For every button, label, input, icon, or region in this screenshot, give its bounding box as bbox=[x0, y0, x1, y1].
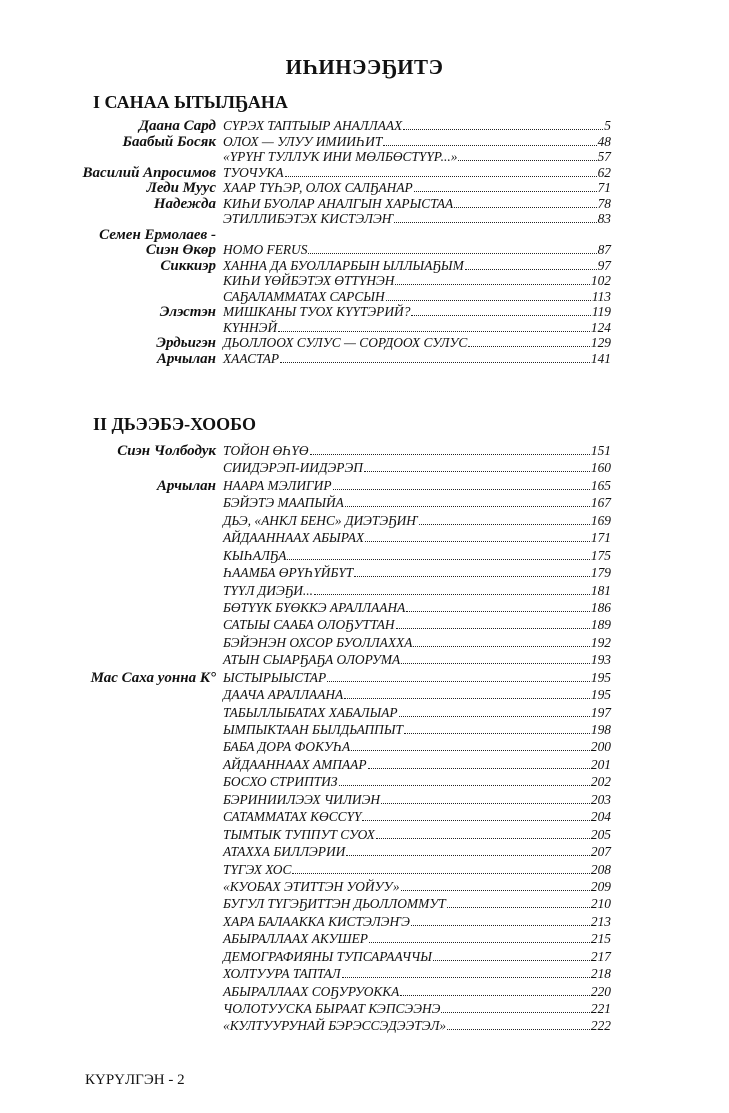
entry-page: 119 bbox=[591, 304, 611, 319]
entry-page: 208 bbox=[590, 861, 611, 877]
dot-leader bbox=[292, 873, 590, 874]
entry-page: 207 bbox=[590, 844, 611, 860]
dot-leader bbox=[287, 559, 589, 560]
toc-entry bbox=[60, 548, 611, 565]
entry-author: Мас Саха уонна К° bbox=[90, 669, 216, 686]
entry-page: 195 bbox=[590, 687, 611, 703]
entry-page: 165 bbox=[590, 477, 611, 493]
entry-page: 169 bbox=[590, 512, 611, 528]
entry-page: 48 bbox=[597, 133, 611, 149]
entry-title: АЙДААННААХ АМПААР bbox=[223, 756, 367, 772]
entry-title: ТЫМТЫК ТУППУТ СУОХ bbox=[223, 826, 375, 842]
dot-leader bbox=[369, 942, 590, 943]
toc-entry bbox=[60, 1018, 611, 1035]
toc-entry bbox=[60, 443, 611, 460]
dot-leader bbox=[465, 269, 597, 270]
dot-leader bbox=[368, 768, 590, 769]
entry-page: 181 bbox=[590, 582, 611, 598]
entry-title: БАБА ДОРА ФОКУҺА bbox=[223, 739, 351, 755]
entry-title: ХААР ТҮҺЭР, ОЛОХ САЛҔАНАР bbox=[223, 180, 413, 195]
toc-entry bbox=[60, 1001, 611, 1018]
toc-entry bbox=[60, 792, 611, 809]
dot-leader bbox=[396, 628, 590, 629]
entry-page: 221 bbox=[590, 1001, 611, 1016]
entry-title: ТУОЧУКА bbox=[223, 164, 284, 180]
entry-page: 141 bbox=[590, 350, 611, 366]
entry-page: 175 bbox=[590, 547, 611, 563]
dot-leader bbox=[411, 925, 590, 926]
toc-entry bbox=[60, 896, 611, 913]
footer-label: КҮРҮЛГЭН - 2 bbox=[85, 1072, 185, 1088]
dot-leader bbox=[345, 506, 590, 507]
entry-page: 129 bbox=[590, 335, 611, 350]
entry-page: 222 bbox=[590, 1018, 611, 1034]
entry-title: КИҺИ ҮӨЙБЭТЭХ ӨТТҮНЭН bbox=[223, 273, 395, 288]
dot-leader bbox=[433, 960, 590, 961]
dot-leader bbox=[395, 284, 589, 285]
toc-entry bbox=[60, 304, 611, 320]
dot-leader bbox=[381, 803, 590, 804]
toc-entry bbox=[60, 180, 611, 196]
entry-title: ЫСТЫРЫЫСТАР bbox=[223, 669, 327, 685]
toc-entry bbox=[60, 966, 611, 983]
toc-entry bbox=[60, 242, 611, 258]
entry-page: 202 bbox=[590, 774, 611, 790]
entry-title: «КУЛТУУРУНАЙ БЭРЭССЭДЭЭТЭЛ» bbox=[223, 1018, 447, 1034]
entry-author: Семен Ермолаев - bbox=[99, 226, 216, 243]
entry-title: ОЛОХ — УЛУУ ИМИИҺИТ bbox=[223, 133, 383, 149]
entry-title: ДЕМОГРАФИЯНЫ ТУПСАРААЧЧЫ bbox=[223, 948, 432, 964]
dot-leader bbox=[342, 977, 590, 978]
toc-entry bbox=[60, 949, 611, 966]
entry-title: ДЬЭ, «АНКЛ БЕНС» ДИЭТЭҔИҤ bbox=[223, 512, 418, 528]
entry-title: АЙДААННААХ АБЫРАХ bbox=[223, 530, 365, 546]
entry-title: САТЫЫ СААБА ОЛОҔУТТАН bbox=[223, 617, 395, 633]
entry-page: 200 bbox=[590, 739, 611, 755]
entry-title: ХАРА БАЛААККА КИСТЭЛЭҤЭ bbox=[223, 913, 410, 929]
entry-page: 204 bbox=[590, 809, 611, 825]
entry-title: КИҺИ БУОЛАР АНАЛГЫН ХАРЫСТАА bbox=[223, 195, 454, 211]
entry-page: 113 bbox=[591, 288, 611, 304]
entry-title: ХОЛТУУРА ТАПТАЛ bbox=[223, 966, 341, 982]
toc-entry bbox=[60, 774, 611, 791]
toc-entry bbox=[60, 809, 611, 826]
entry-author: Сиккиэр bbox=[160, 257, 216, 274]
dot-leader bbox=[308, 253, 596, 254]
dot-leader bbox=[310, 454, 590, 455]
dot-leader bbox=[314, 594, 590, 595]
toc-entry bbox=[60, 565, 611, 582]
entry-page: 124 bbox=[590, 319, 611, 335]
entry-page: 62 bbox=[597, 164, 611, 180]
dot-leader bbox=[401, 890, 590, 891]
entry-title: ДААЧА АРАЛЛААНА bbox=[223, 687, 344, 703]
dot-leader bbox=[351, 750, 590, 751]
dot-leader bbox=[399, 716, 590, 717]
dot-leader bbox=[278, 331, 590, 332]
toc-entry bbox=[60, 273, 611, 289]
dot-leader bbox=[454, 207, 596, 208]
entry-page: 78 bbox=[597, 195, 611, 211]
entry-title: ХААСТАР bbox=[223, 350, 280, 366]
entry-page: 71 bbox=[597, 180, 611, 195]
toc-entry bbox=[60, 196, 611, 212]
toc-entry bbox=[60, 165, 611, 181]
entry-title: БЭРИНИИЛЭЭХ ЧИЛИЭН bbox=[223, 791, 381, 807]
entry-title: ТҮГЭХ ХОС bbox=[223, 861, 292, 877]
toc-entry bbox=[60, 757, 611, 774]
entry-page: 57 bbox=[597, 149, 611, 164]
entry-page: 160 bbox=[590, 460, 611, 476]
entry-title: «ҮРҮҤ ТУЛЛУК ИНИ МӨЛБӨСТҮҮР...» bbox=[223, 149, 458, 164]
entry-title: САТАММАТАХ КӨССҮҮ bbox=[223, 809, 362, 825]
entry-title: ДЬОЛЛООХ СУЛУС — СОРДООХ СУЛУС bbox=[223, 335, 468, 350]
toc-entry bbox=[60, 460, 611, 477]
entry-title: КЫҺАЛҔА bbox=[223, 547, 287, 563]
entry-page: 195 bbox=[590, 669, 611, 685]
dot-leader bbox=[346, 855, 590, 856]
entry-page: 192 bbox=[590, 634, 611, 650]
toc-entry bbox=[60, 320, 611, 336]
dot-leader bbox=[447, 907, 590, 908]
toc-entry bbox=[60, 351, 611, 367]
entry-page: 210 bbox=[590, 896, 611, 912]
dot-leader bbox=[404, 733, 590, 734]
dot-leader bbox=[354, 576, 590, 577]
entry-page: 189 bbox=[590, 617, 611, 633]
entry-page: 102 bbox=[590, 273, 611, 288]
toc-entry bbox=[60, 931, 611, 948]
toc-entry bbox=[60, 211, 611, 227]
toc-entry bbox=[60, 617, 611, 634]
toc-entry bbox=[60, 227, 611, 243]
toc-entry bbox=[60, 289, 611, 305]
entry-page: 186 bbox=[590, 599, 611, 615]
dot-leader bbox=[285, 176, 597, 177]
entry-page: 198 bbox=[590, 722, 611, 737]
section-1-list bbox=[60, 118, 611, 366]
page-title: ИҺИНЭЭҔИТЭ bbox=[285, 55, 444, 79]
entry-author: Арчылан bbox=[156, 350, 216, 367]
entry-page: 151 bbox=[590, 443, 611, 458]
dot-leader bbox=[327, 681, 590, 682]
entry-title: ЫМПЫКТААН БЫЛДЬАППЫТ bbox=[223, 722, 403, 737]
toc-entry bbox=[60, 984, 611, 1001]
dot-leader bbox=[333, 489, 590, 490]
toc-entry bbox=[60, 118, 611, 134]
toc-entry bbox=[60, 739, 611, 756]
entry-title: БОСХО СТРИПТИЗ bbox=[223, 774, 338, 790]
entry-title: «КУОБАХ ЭТИТТЭН УОЙУУ» bbox=[223, 878, 400, 894]
section-2-list bbox=[60, 443, 611, 1036]
toc-entry bbox=[60, 478, 611, 495]
dot-leader bbox=[458, 160, 596, 161]
toc-entry bbox=[60, 149, 611, 165]
entry-title: ТОЙОН ӨҺҮӨ bbox=[223, 443, 309, 458]
entry-title: БЭЙЭНЭН ОХСОР БУОЛЛАХХА bbox=[223, 634, 413, 650]
entry-title: ТҮҮЛ ДИЭҔИ... bbox=[223, 582, 313, 598]
dot-leader bbox=[386, 300, 591, 301]
dot-leader bbox=[411, 315, 591, 316]
toc-entry bbox=[60, 258, 611, 274]
entry-title: БУГУЛ ТҮГЭҔИТТЭН ДЬОЛЛОММУТ bbox=[223, 896, 446, 912]
entry-title: HOMO FERUS bbox=[223, 242, 308, 257]
dot-leader bbox=[365, 541, 590, 542]
toc-entry bbox=[60, 583, 611, 600]
dot-leader bbox=[401, 663, 590, 664]
entry-page: 209 bbox=[590, 878, 611, 894]
toc-entry bbox=[60, 879, 611, 896]
entry-page: 215 bbox=[590, 931, 611, 947]
dot-leader bbox=[280, 362, 590, 363]
dot-leader bbox=[413, 646, 590, 647]
entry-title: АБЫРАЛЛААХ СОҔУРУОККА bbox=[223, 983, 400, 999]
entry-page: 193 bbox=[590, 652, 611, 668]
entry-title: СИИДЭРЭП-ИИДЭРЭП bbox=[223, 460, 363, 476]
entry-title: КҮННЭЙ bbox=[223, 319, 278, 335]
toc-entry bbox=[60, 722, 611, 739]
entry-page: 197 bbox=[590, 704, 611, 720]
entry-title: БӨТҮҮК БҮӨККЭ АРАЛЛААНА bbox=[223, 599, 406, 615]
dot-leader bbox=[447, 1029, 590, 1030]
entry-title: НААРА МЭЛИГИР bbox=[223, 477, 332, 493]
entry-page: 213 bbox=[590, 913, 611, 929]
entry-author: Баабый Босяк bbox=[122, 133, 216, 150]
entry-title: ЭТИЛЛИБЭТЭХ КИСТЭЛЭҤ bbox=[223, 211, 394, 226]
entry-title: ХАННА ДА БУОЛЛАРБЫН ЫЛЛЫАҔЫМ bbox=[223, 257, 464, 273]
entry-page: 83 bbox=[597, 211, 611, 226]
section-heading-1: I САНАА ЫТЫЛҔАНА bbox=[93, 92, 288, 112]
entry-page: 87 bbox=[597, 242, 611, 257]
dot-leader bbox=[441, 1012, 590, 1013]
entry-page: 97 bbox=[597, 257, 611, 273]
entry-title: БЭЙЭТЭ МААПЫЙА bbox=[223, 495, 344, 511]
section-heading-2: II ДЬЭЭБЭ-ХООБО bbox=[93, 414, 256, 434]
entry-page: 167 bbox=[590, 495, 611, 511]
toc-entry bbox=[60, 705, 611, 722]
entry-page: 220 bbox=[590, 983, 611, 999]
entry-page: 218 bbox=[590, 966, 611, 982]
entry-page: 179 bbox=[590, 565, 611, 581]
toc-entry bbox=[60, 687, 611, 704]
entry-title: АБЫРАЛЛААХ АКУШЕР bbox=[223, 931, 368, 947]
toc-entry bbox=[60, 495, 611, 512]
toc-entry bbox=[60, 670, 611, 687]
entry-author: Надежда bbox=[153, 195, 216, 212]
dot-leader bbox=[403, 129, 603, 130]
entry-title: АТАХХА БИЛЛЭРИИ bbox=[223, 844, 346, 860]
toc-entry bbox=[60, 914, 611, 931]
toc-entry bbox=[60, 513, 611, 530]
dot-leader bbox=[344, 698, 590, 699]
entry-author: Даана Сард bbox=[138, 118, 216, 134]
toc-entry bbox=[60, 652, 611, 669]
entry-author: Сиэн Өкөр bbox=[145, 242, 216, 258]
dot-leader bbox=[362, 820, 589, 821]
entry-author: Сиэн Чолбодук bbox=[117, 443, 216, 459]
entry-page: 205 bbox=[590, 826, 611, 842]
entry-author: Элэстэн bbox=[159, 304, 216, 320]
toc-entry bbox=[60, 134, 611, 150]
dot-leader bbox=[376, 838, 590, 839]
dot-leader bbox=[468, 346, 590, 347]
entry-author: Василий Апросимов bbox=[82, 164, 216, 181]
entry-page: 201 bbox=[590, 756, 611, 772]
dot-leader bbox=[400, 995, 590, 996]
entry-page: 5 bbox=[604, 118, 611, 133]
toc-entry bbox=[60, 827, 611, 844]
entry-author: Арчылан bbox=[156, 477, 216, 494]
entry-title: ҺААМБА ӨРҮҺҮЙБҮТ bbox=[223, 565, 354, 581]
entry-author: Эрдьигэн bbox=[156, 335, 216, 351]
dot-leader bbox=[383, 145, 596, 146]
entry-title: САҔАЛАММАТАХ САРСЫН bbox=[223, 288, 385, 304]
dot-leader bbox=[406, 611, 590, 612]
dot-leader bbox=[339, 785, 590, 786]
entry-author: Леди Муус bbox=[146, 180, 216, 196]
entry-page: 217 bbox=[590, 948, 611, 964]
toc-entry bbox=[60, 862, 611, 879]
entry-page: 171 bbox=[590, 530, 611, 546]
toc-entry bbox=[60, 600, 611, 617]
entry-title: ТАБЫЛЛЫБАТАХ ХАБАЛЫАР bbox=[223, 704, 398, 720]
dot-leader bbox=[414, 191, 597, 192]
dot-leader bbox=[419, 524, 590, 525]
entry-title: МИШКАНЫ ТУОХ КҮҮТЭРИЙ? bbox=[223, 304, 411, 319]
dot-leader bbox=[364, 471, 590, 472]
entry-page: 203 bbox=[590, 791, 611, 807]
toc-entry bbox=[60, 335, 611, 351]
toc-entry bbox=[60, 530, 611, 547]
entry-title: СҮРЭХ ТАПТЫЫР АНАЛЛААХ bbox=[223, 118, 403, 133]
entry-title: ЧОЛОТУУСКА БЫРААТ КЭПСЭЭНЭ bbox=[223, 1001, 441, 1016]
toc-entry bbox=[60, 844, 611, 861]
entry-title: АТЫН СЫАРҔАҔА ОЛОРУМА bbox=[223, 652, 401, 668]
toc-entry bbox=[60, 635, 611, 652]
dot-leader bbox=[394, 222, 596, 223]
